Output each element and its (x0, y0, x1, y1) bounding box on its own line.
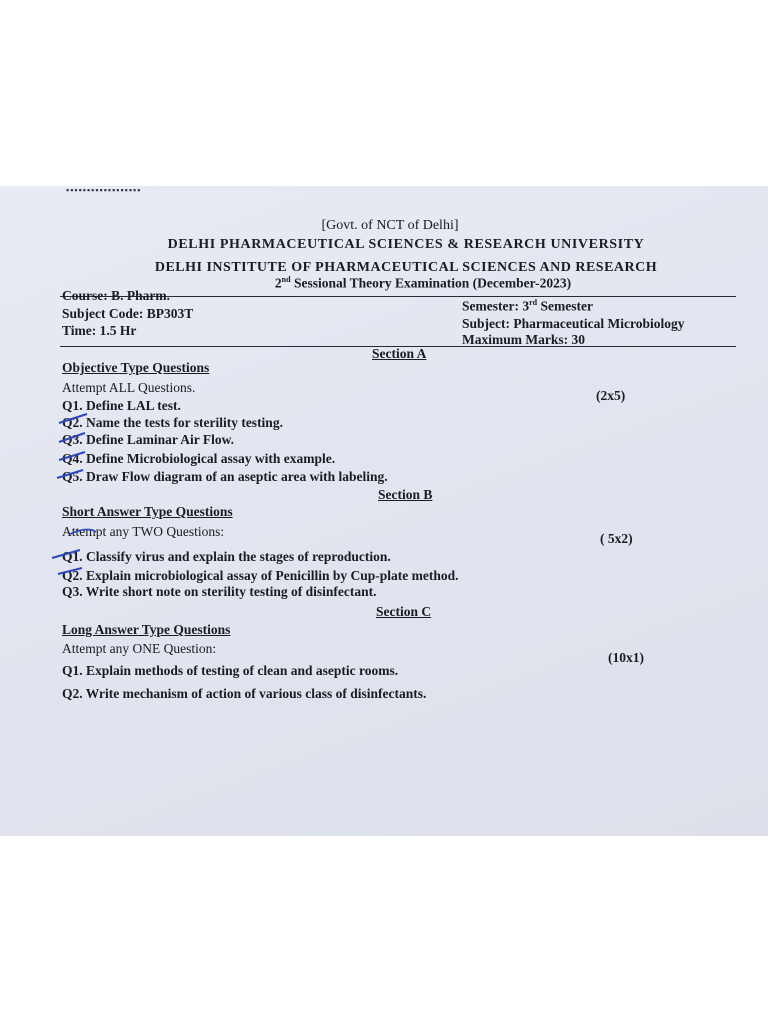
section-b-instruction: Attempt any TWO Questions: (62, 524, 225, 539)
exam-title: 2nd Sessional Theory Examination (December-2023) (274, 275, 572, 291)
max-marks-label: Maximum Marks: 30 (462, 332, 585, 347)
section-b-question: Q1. Classify virus and explain the stages of reproduction. (62, 549, 391, 564)
semester-label: Semester: 3rd Semester (462, 298, 593, 314)
section-b-marks: ( 5x2) (600, 531, 633, 546)
section-b-type: Short Answer Type Questions (62, 504, 233, 519)
subject-code-label: Subject Code: BP303T (62, 306, 194, 321)
section-b-question: Q3. Write short note on sterility testing of disinfectant. (62, 584, 377, 599)
section-b-title: Section B (378, 487, 433, 502)
section-a-question: Q2. Name the tests for sterility testing. (62, 415, 283, 430)
section-c-type: Long Answer Type Questions (62, 622, 231, 637)
section-a-instruction: Attempt ALL Questions. (62, 380, 196, 395)
course-label: Course: B. Pharm. (62, 288, 170, 303)
section-c-marks: (10x1) (608, 650, 644, 665)
section-c-question: Q1. Explain methods of testing of clean and aseptic rooms. (62, 663, 399, 678)
govt-heading: [Govt. of NCT of Delhi] (321, 218, 459, 233)
section-a-type: Objective Type Questions (62, 360, 210, 375)
institute-heading: DELHI INSTITUTE OF PHARMACEUTICAL SCIENCES AND RESEARCH (154, 260, 658, 275)
section-c-title: Section C (376, 604, 432, 619)
exam-paper (0, 186, 768, 836)
time-label: Time: 1.5 Hr (62, 323, 137, 338)
section-a-marks: (2x5) (596, 388, 626, 403)
section-a-question: Q3. Define Laminar Air Flow. (62, 432, 234, 447)
section-b-question: Q2. Explain microbiological assay of Penicillin by Cup-plate method. (62, 568, 459, 583)
section-c-instruction: Attempt any ONE Question: (62, 641, 217, 656)
section-a-title: Section A (372, 346, 427, 361)
subject-label: Subject: Pharmaceutical Microbiology (462, 316, 685, 331)
section-c-question: Q2. Write mechanism of action of various class of disinfectants. (62, 686, 427, 701)
section-a-question: Q4. Define Microbiological assay with example. (62, 451, 336, 466)
university-heading: DELHI PHARMACEUTICAL SCIENCES & RESEARCH UNIVERSITY (167, 237, 645, 252)
torn-edge-dots: ▪▪▪▪▪▪▪▪▪▪▪▪▪▪▪▪▪▪ (66, 186, 142, 195)
section-a-question: Q5. Draw Flow diagram of an aseptic area with labeling. (62, 469, 388, 484)
section-a-question: Q1. Define LAL test. (62, 398, 181, 413)
